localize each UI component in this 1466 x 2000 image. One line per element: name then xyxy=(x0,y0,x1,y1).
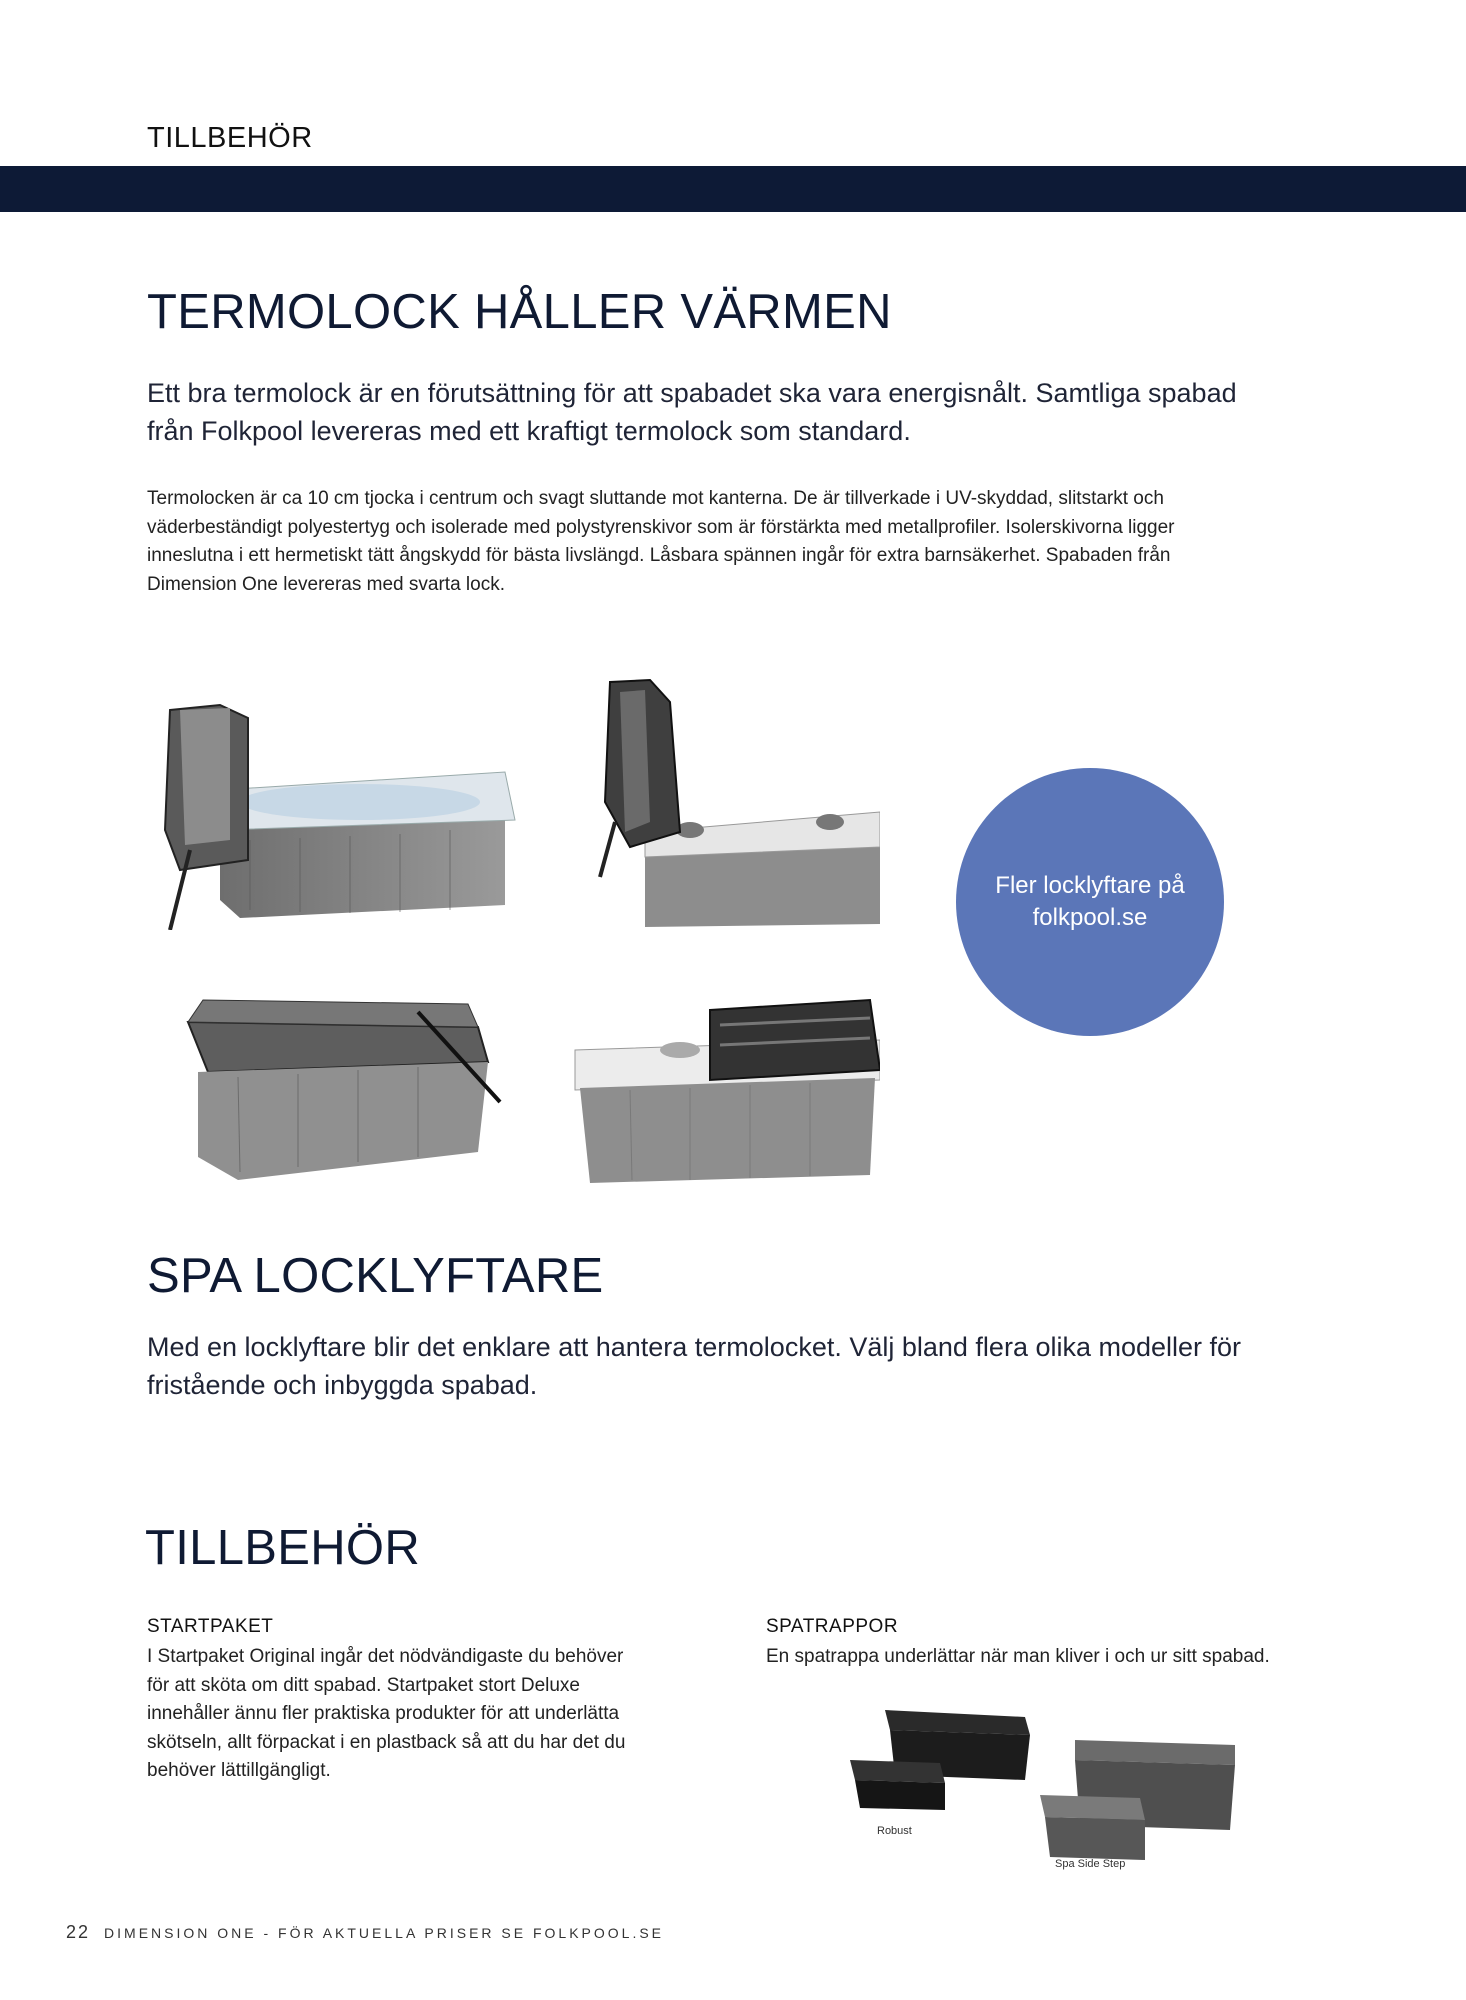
tillbehor-title: TILLBEHÖR xyxy=(145,1521,420,1575)
termolock-title: TERMOLOCK HÅLLER VÄRMEN xyxy=(147,285,892,339)
startpaket-text: I Startpaket Original ingår det nödvändigaste du behöver för att sköta om ditt spabad. Startpaket stort Deluxe innehåller ännu fler praktiska produkter för att underlätta skötseln, allt förpackat i en plastback så att du har det du behöver lättillgängligt. xyxy=(147,1646,626,1781)
locklyftare-lead: Med en locklyftare blir det enklare att hantera termolocket. Välj bland flera olika modeller för fristående och inbyggda spabad. xyxy=(147,1332,1242,1400)
startpaket-heading: STARTPAKET xyxy=(147,1616,274,1637)
locklyftare-title: SPA LOCKLYFTARE xyxy=(147,1249,604,1303)
spa-step-robust xyxy=(845,1705,1035,1815)
section-label: TILLBEHÖR xyxy=(147,122,313,154)
caption-side-step: Spa Side Step xyxy=(1055,1858,1126,1870)
header-band xyxy=(0,166,1466,212)
caption-robust: Robust xyxy=(877,1825,912,1837)
spa-lifter-photo-4 xyxy=(570,980,880,1185)
page-number: 22 xyxy=(66,1922,91,1942)
spa-step-side-step xyxy=(1035,1735,1240,1875)
spa-lifter-photo-3 xyxy=(178,982,508,1182)
termolock-body: Termolocken är ca 10 cm tjocka i centrum och svagt sluttande mot kanterna. De är tillverkade i UV-skyddad, slitstarkt och väderbeständigt polyestertyg och isolerade med polystyrenskivor som är förstärkta med metallprofiler. Isolerskivorna ligger inneslutna i ett hermetiskt tätt ångskydd för bästa livslängd. Låsbara spännen ingår för extra barnsäkerhet. Spabaden från Dimension One levereras med svarta lock. xyxy=(147,488,1175,595)
promo-text: Fler locklyftare på folkpool.se xyxy=(995,872,1185,931)
spatrappor-heading: SPATRAPPOR xyxy=(766,1616,899,1637)
spa-lifter-photo-1 xyxy=(160,680,520,930)
page-footer xyxy=(66,1922,664,1943)
promo-circle-link[interactable] xyxy=(956,768,1224,1036)
spa-lifter-photo-2 xyxy=(590,672,880,932)
footer-text: DIMENSION ONE - FÖR AKTUELLA PRISER SE FOLKPOOL.SE xyxy=(104,1925,665,1941)
termolock-lead: Ett bra termolock är en förutsättning för att spabadet ska vara energisnålt. Samtliga spabad från Folkpool levereras med ett kraftigt termolock som standard. xyxy=(147,378,1237,446)
spatrappor-text: En spatrappa underlättar när man kliver i och ur sitt spabad. xyxy=(766,1646,1270,1667)
